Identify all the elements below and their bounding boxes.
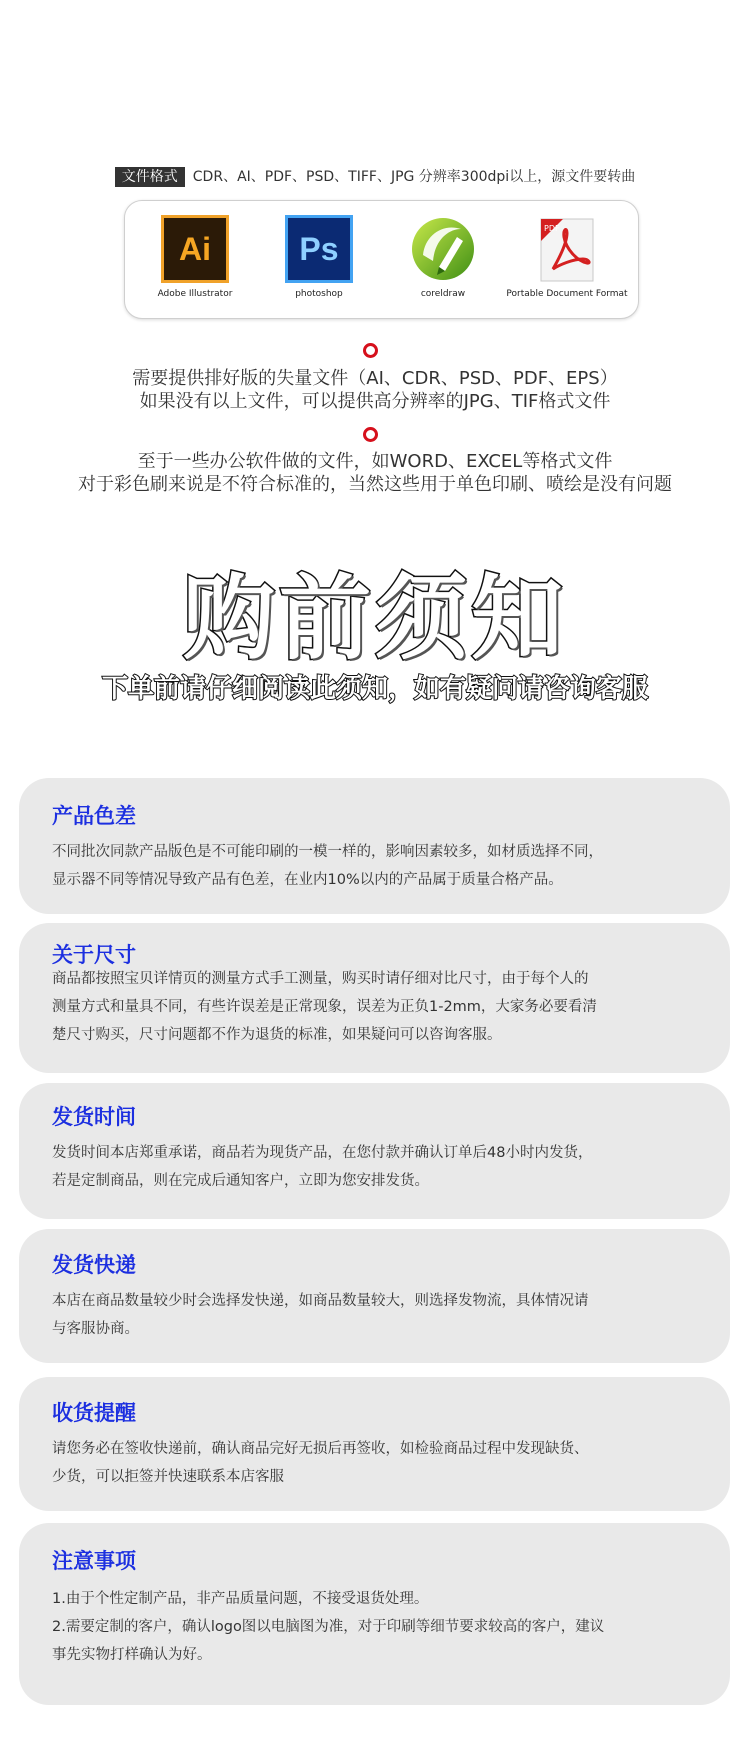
card-heading: 注意事项 [52,1549,136,1573]
file-format-tag: 文件格式 [115,167,185,187]
software-caption: Portable Document Format [506,289,628,299]
card-line: 少货，可以拒签并快速联系本店客服 [52,1469,284,1485]
notice-card-color [19,778,730,914]
card-line: 2.需要定制的客户，确认logo图以电脑图为准，对于印刷等细节要求较高的客户，建议 [52,1619,605,1635]
software-caption: coreldraw [420,289,466,299]
card-line: 显示器不同等情况导致产品有色差，在业内10%以内的产品属于质量合格产品。 [52,872,563,888]
card-heading: 关于尺寸 [52,943,136,967]
notice-card-size [19,923,730,1073]
software-caption: photoshop [295,289,343,299]
coreldraw-icon [409,215,477,283]
card-heading: 发货快递 [52,1253,136,1277]
card-line: 请您务必在签收快递前，确认商品完好无损后再签收，如检验商品过程中发现缺货、 [52,1441,589,1457]
file-format-line [0,166,750,186]
card-body [52,838,712,894]
card-heading: 发货时间 [52,1105,136,1129]
card-line: 楚尺寸购买，尺寸问题都不作为退货的标准，如果疑问可以咨询客服。 [52,1027,502,1043]
card-line: 若是定制商品，则在完成后通知客户，立即为您安排发货。 [52,1173,429,1189]
card-line: 本店在商品数量较少时会选择发快递，如商品数量较大，则选择发物流，具体情况请 [52,1293,589,1309]
software-coreldraw [373,215,513,299]
illustrator-icon: Ai [161,215,229,283]
card-line: 与客服协商。 [52,1321,139,1337]
card-body [52,965,712,1049]
page-title: 购前须知 [182,565,567,672]
card-line: 不同批次同款产品版色是不可能印刷的一模一样的，影响因素较多，如材质选择不同， [52,844,603,860]
card-line: 测量方式和量具不同，有些许误差是正常现象，误差为正负1-2mm，大家务必要看清 [52,999,597,1015]
card-line: 商品都按照宝贝详情页的测量方式手工测量，购买时请仔细对比尺寸，由于每个人的 [52,971,589,987]
page-subtitle: 下单前请仔细阅读此须知，如有疑问请咨询客服 [101,674,648,704]
svg-text:PDF: PDF [544,224,560,233]
card-body [52,1287,712,1343]
note-paragraph [0,367,750,413]
pdf-icon [533,215,601,283]
photoshop-icon: Ps [285,215,353,283]
notice-card-shipping-time [19,1083,730,1219]
card-body [52,1435,712,1491]
note-line: 如果没有以上文件，可以提供高分辨率的JPG、TIF格式文件 [139,391,611,412]
notice-card-courier [19,1229,730,1363]
note-line: 对于彩色刷来说是不符合标准的，当然这些用于单色印刷、喷绘是没有问题 [78,474,672,495]
software-illustrator [125,215,265,299]
notice-card-receipt [19,1377,730,1511]
software-icons-panel [124,200,639,319]
note-paragraph [0,450,750,496]
software-pdf [497,215,637,299]
note-line: 需要提供排好版的失量文件（AI、CDR、PSD、PDF、EPS） [132,368,618,389]
card-heading: 产品色差 [52,804,136,828]
card-line: 发货时间本店郑重承诺，商品若为现货产品，在您付款并确认订单后48小时内发货， [52,1145,593,1161]
card-line: 事先实物打样确认为好。 [52,1647,212,1663]
card-line: 1.由于个性定制产品，非产品质量问题，不接受退货处理。 [52,1591,429,1607]
bullet-dot-icon [363,343,378,358]
note-line: 至于一些办公软件做的文件，如WORD、EXCEL等格式文件 [137,451,613,472]
software-photoshop [249,215,389,299]
bullet-dot-icon [363,427,378,442]
file-format-text: CDR、AI、PDF、PSD、TIFF、JPG 分辨率300dpi以上，源文件要转曲 [192,169,636,185]
card-body [52,1139,712,1195]
software-caption: Adobe Illustrator [157,289,233,299]
card-body [52,1585,712,1669]
notice-card-notes [19,1523,730,1705]
card-heading: 收货提醒 [52,1401,136,1425]
